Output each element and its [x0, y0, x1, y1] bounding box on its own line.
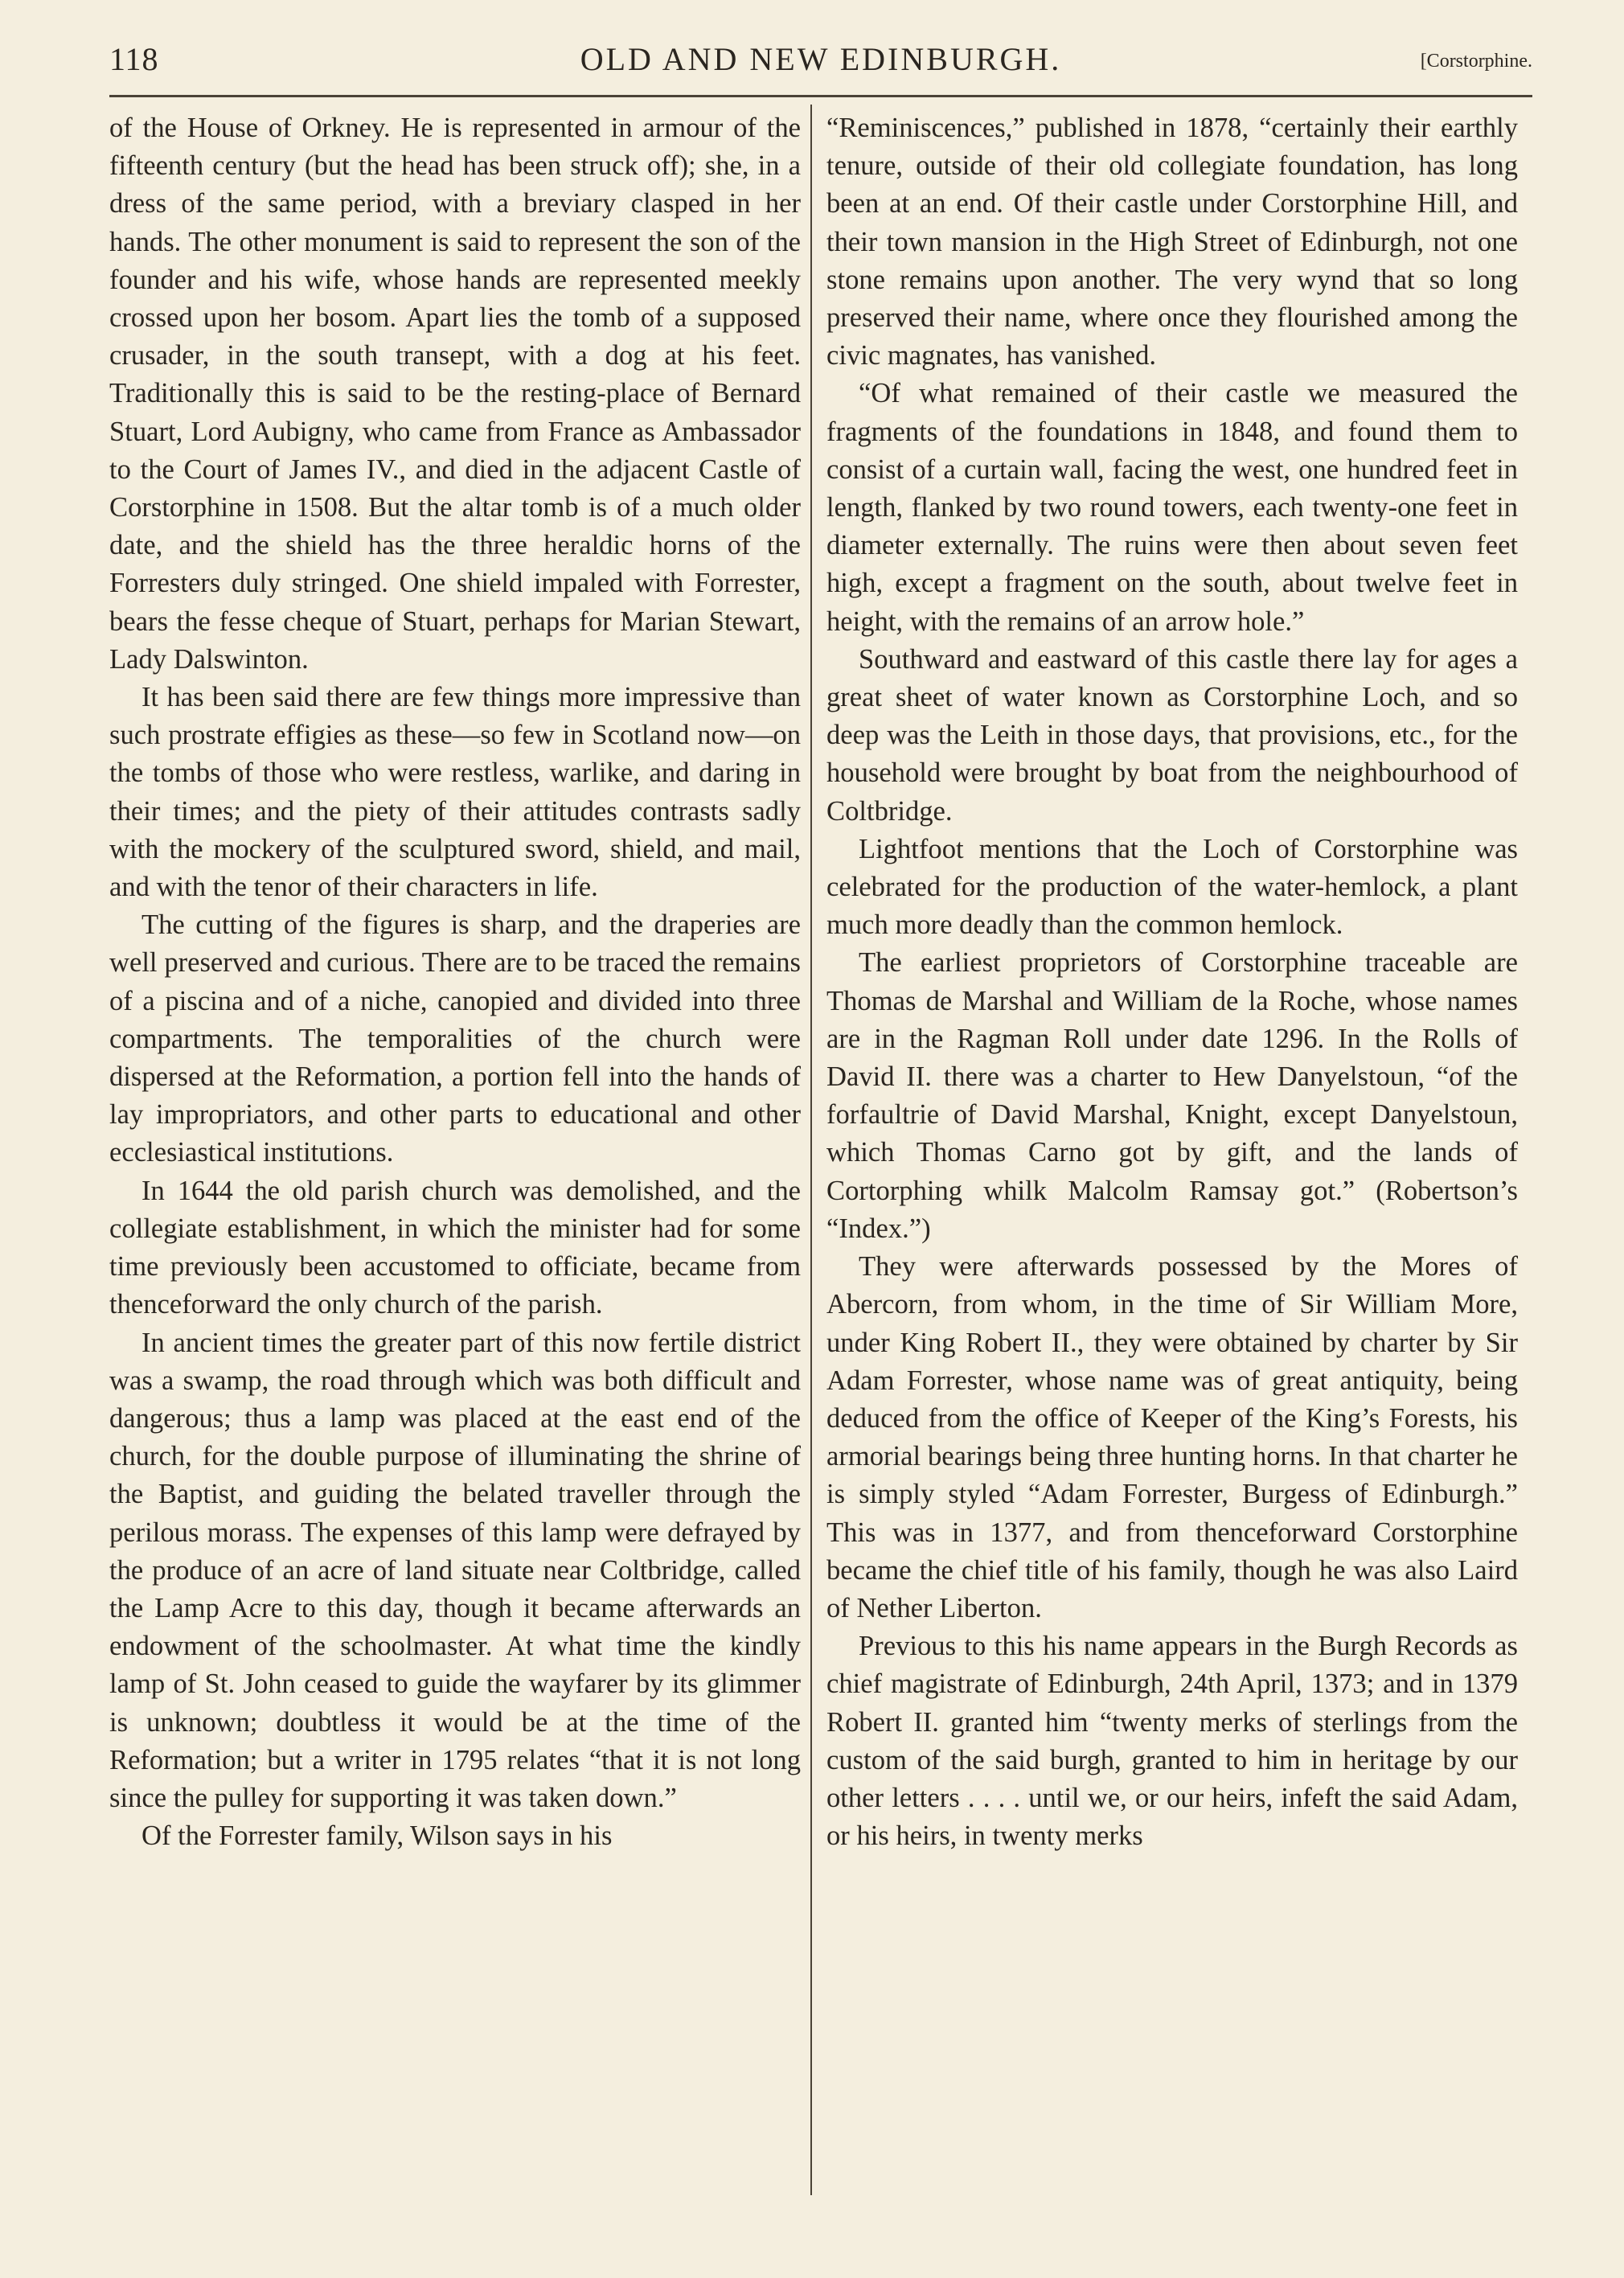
- paragraph: Southward and eastward of this castle there lay for ages a great sheet of water known as Corstorphine Loch, and so deep was the Leith in those days, that provisions, etc., for the household were brought by boat from the neighbourhood of Coltbridge.: [826, 643, 1518, 827]
- paragraph: In ancient times the greater part of this now fertile district was a swamp, the road through which was both difficult and dangerous; thus a lamp was placed at the east end of the church, for the double purpose of illuminating the shrine of the Baptist, and guiding the belated traveller through the perilous morass. The expenses of this lamp were defrayed by the produce of an acre of land situate near Coltbridge, called the Lamp Acre to this day, though it became afterwards an endowment of the schoolmaster. At what time the kindly lamp of St. John ceased to guide the wayfarer by its glimmer is unknown; doubtless it would be at the time of the Reformation; but a writer in 1795 relates “that it is not long since the pulley for supporting it was taken down.”: [109, 1327, 801, 1813]
- paragraph: The earliest proprietors of Corstorphine traceable are Thomas de Marshal and William de la Roche, whose names are in the Ragman Roll under date 1296. In the Rolls of David II. there was a charter to Hew Danyelstoun, “of the forfaultrie of David Marshal, Knight, except Danyelstoun, which Thomas Carno got by gift, and the lands of Cortorphing whilk Malcolm Ramsay got.” (Robertson’s “Index.”): [826, 947, 1518, 1244]
- running-title: OLD AND NEW EDINBURGH.: [580, 41, 1062, 77]
- paragraph: Of the Forrester family, Wilson says in his: [141, 1820, 613, 1852]
- column-divider: [810, 105, 812, 2195]
- paragraph: of the House of Orkney. He is represented in armour of the fifteenth century (but the head has been struck off); she, in a dress of the same period, with a breviary clasped in her hands. The other monument is said to represent the son of the founder and his wife, whose hands are represented meekly crossed upon her bosom. Apart lies the tomb of a supposed crusader, in the south transept, with a dog at his feet. Traditionally this is said to be the resting-place of Bernard Stuart, Lord Aubigny, who came from France as Ambassador to the Court of James IV., and died in the adjacent Castle of Corstorphine in 1508. But the altar tomb is of a much older date, and the shield has the three heraldic horns of the Forresters duly stringed. One shield impaled with Forrester, bears the fesse cheque of Stuart, perhaps for Marian Stewart, Lady Dalswinton.: [109, 113, 801, 675]
- paragraph: They were afterwards possessed by the Mores of Abercorn, from whom, in the time of Sir William More, under King Robert II., they were obtained by charter by Sir Adam Forrester, whose name was of great antiquity, being deduced from the office of Keeper of the King’s Forests, his armorial bearings being three hunting horns. In that charter he is simply styled “Adam Forrester, Burgess of Edinburgh.” This was in 1377, and from thenceforward Corstorphine became the chief title of his family, though he was also Laird of Nether Liberton.: [826, 1251, 1518, 1623]
- paragraph: “Of what remained of their castle we measured the fragments of the foundations in 1848, and found them to consist of a curtain wall, facing the west, one hundred feet in length, flanked by two round towers, each twenty-one feet in diameter externally. The ruins were then about seven feet high, except a fragment on the south, about twelve feet in height, with the remains of an arrow hole.”: [826, 378, 1518, 637]
- paragraph: The cutting of the figures is sharp, and the draperies are well preserved and curious. There are to be traced the remains of a piscina and of a niche, canopied and divided into three compartments. The temporalities of the church were dispersed at the Reformation, a portion fell into the hands of lay impropriators, and other parts to educational and other ecclesiastical institutions.: [109, 909, 801, 1168]
- section-label: [Corstorphine.: [1420, 51, 1532, 72]
- paragraph: Previous to this his name appears in the Burgh Records as chief magistrate of Edinburgh, 24th April, 1373; and in 1379 Robert II. granted him “twenty merks of sterlings from the custom of the said burgh, granted to him in heritage by our other letters . . . . until we, or our heirs, infeft the said Adam, or his heirs, in twenty merks: [826, 1631, 1518, 1852]
- paragraph: “Reminiscences,” published in 1878, “certainly their earthly tenure, outside of their old collegiate foundation, has long been at an end. Of their castle under Corstorphine Hill, and their town mansion in the High Street of Edinburgh, not one stone remains upon another. The very wynd that so long preserved their name, where once they flourished among the civic magnates, has vanished.: [826, 113, 1518, 371]
- header-rule: [109, 95, 1532, 97]
- paragraph: Lightfoot mentions that the Loch of Corstorphine was celebrated for the production of the water-hemlock, a plant much more deadly than the common hemlock.: [826, 833, 1518, 941]
- paragraph: It has been said there are few things more impressive than such prostrate effigies as these—so few in Scotland now—on the tombs of those who were restless, warlike, and daring in their times; and the piety of their attitudes contrasts sadly with the mockery of the sculptured sword, shield, and mail, and with the tenor of their characters in life.: [109, 682, 801, 903]
- paragraph: In 1644 the old parish church was demolished, and the collegiate establishment, in which the minister had for some time previously been accustomed to officiate, became from thenceforward the only church of the parish.: [109, 1175, 801, 1320]
- right-column: [826, 109, 1518, 1855]
- running-header: [109, 40, 1532, 88]
- page-number: 118: [109, 41, 159, 77]
- left-column: [109, 109, 801, 1855]
